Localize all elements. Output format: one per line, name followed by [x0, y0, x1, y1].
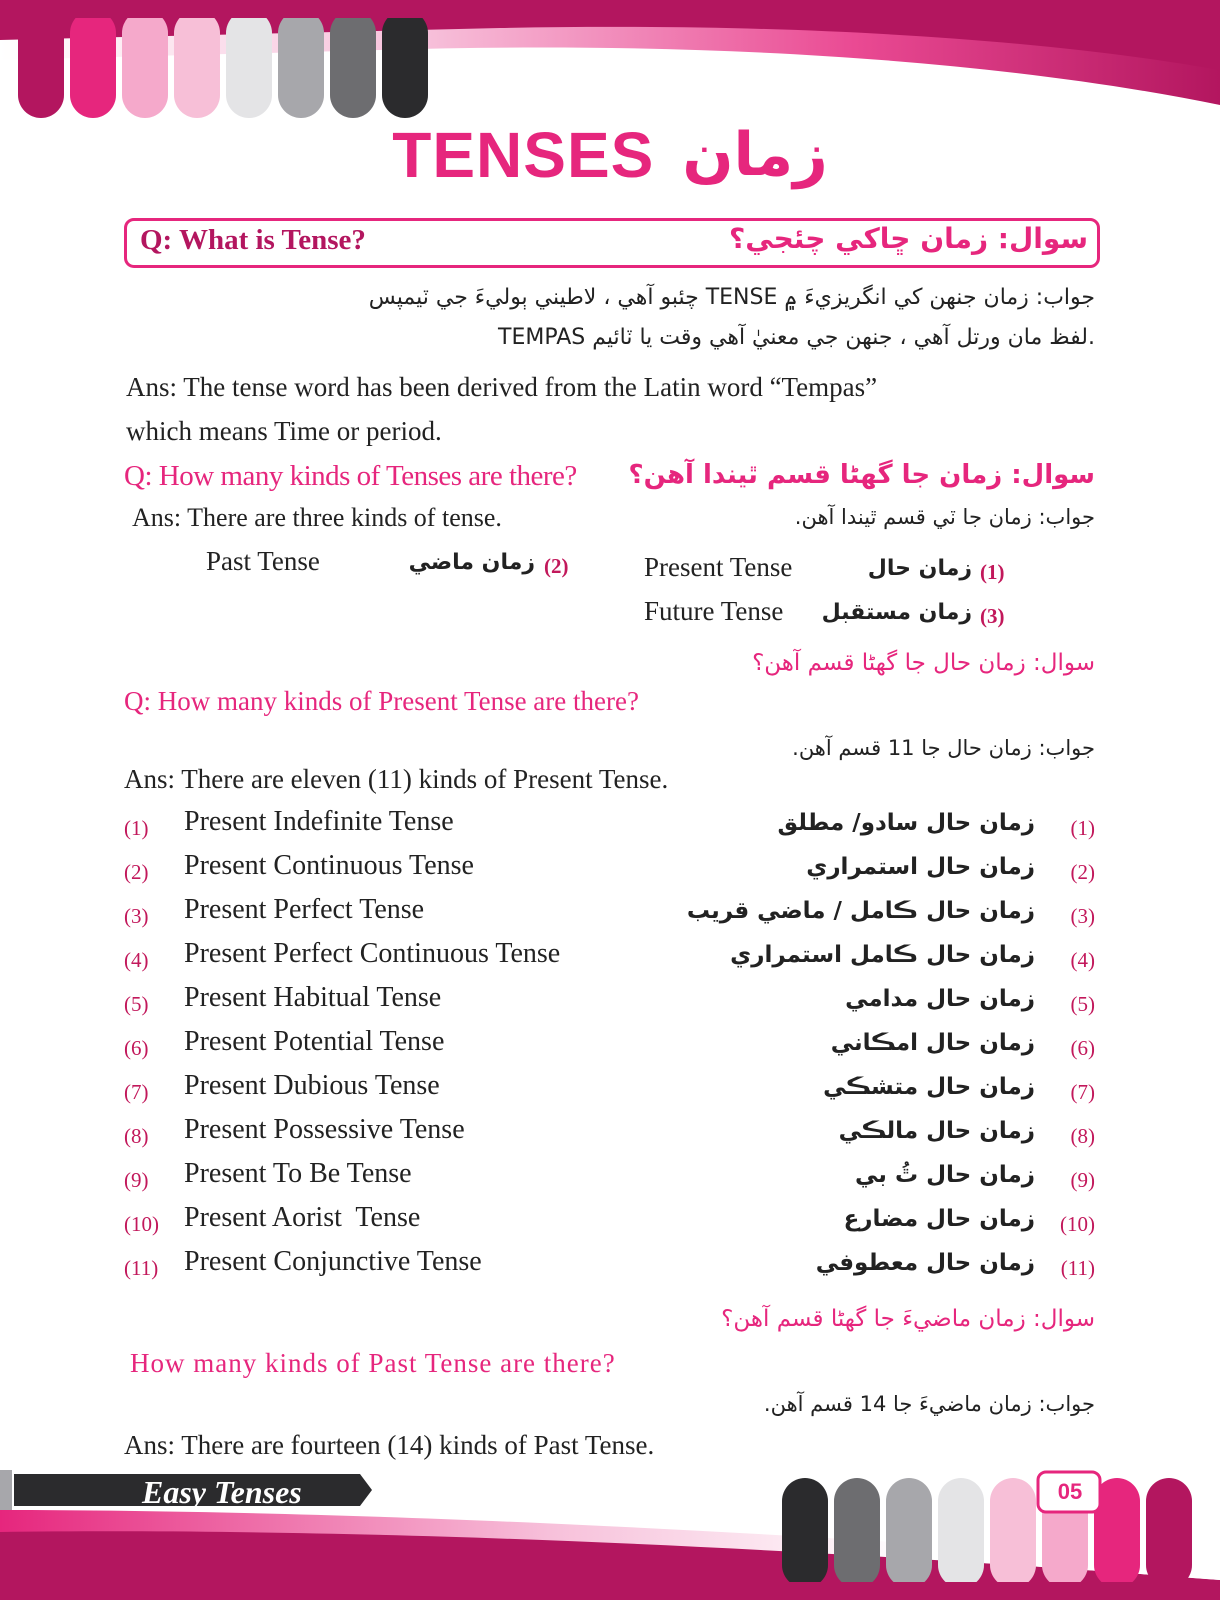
- list-label-sindhi: زمان حال استمراري: [806, 854, 1035, 880]
- list-label-english: Present Perfect Continuous Tense: [184, 938, 561, 969]
- list-label-english: Present Conjunctive Tense: [184, 1246, 482, 1277]
- list-label-sindhi: زمان حال ڪامل / ماضي قريب: [686, 898, 1035, 924]
- answer-sindhi-line-1: جواب: زمان جنهن کي انگريزيءَ ۾ TENSE چئبو آهي ، لاطيني ٻوليءَ جي ٽيمپس: [368, 285, 1095, 310]
- list-item: [0, 1114, 1220, 1158]
- list-label-english: Present To Be Tense: [184, 1158, 412, 1189]
- header-decoration: [0, 0, 1220, 130]
- list-label-sindhi: زمان حال امڪاني: [830, 1030, 1035, 1056]
- question-present-kinds: Q: How many kinds of Present Tense are there?: [124, 686, 639, 716]
- kind-number-2: (2): [544, 554, 569, 578]
- list-label-english: Present Possessive Tense: [184, 1114, 465, 1145]
- list-number-english: (1): [124, 816, 149, 840]
- answer-english-line-1: Ans: The tense word has been derived from the Latin word “Tempas”: [126, 372, 878, 402]
- list-item: [0, 1246, 1220, 1290]
- list-label-english: Present Aorist Tense: [184, 1202, 421, 1233]
- list-item: [0, 1158, 1220, 1202]
- list-number-english: (8): [124, 1124, 149, 1148]
- book-title: Easy Tenses: [142, 1474, 302, 1510]
- list-label-sindhi: زمان حال مالڪي: [838, 1118, 1035, 1144]
- question-past-kinds-sindhi: سوال: زمان ماضيءَ جا گهڻا قسم آهن؟: [721, 1306, 1095, 1332]
- list-number-sindhi: (3): [1070, 904, 1095, 928]
- kind-number-1: (1): [980, 560, 1005, 584]
- list-number-english: (2): [124, 860, 149, 884]
- list-label-sindhi: زمان حال مضارع: [843, 1206, 1035, 1232]
- list-number-sindhi: (2): [1070, 860, 1095, 884]
- list-label-english: Present Continuous Tense: [184, 850, 474, 881]
- answer-past-kinds: Ans: There are fourteen (14) kinds of Past Tense.: [124, 1430, 655, 1460]
- answer-past-kinds-sindhi: جواب: زمان ماضيءَ جا 14 قسم آهن.: [763, 1392, 1095, 1416]
- question-what-is-tense: Q: What is Tense?: [140, 224, 366, 256]
- answer-english-line-2: which means Time or period.: [126, 416, 442, 446]
- list-label-english: Present Habitual Tense: [184, 982, 442, 1013]
- list-label-sindhi: زمان حال ڪامل استمراري: [730, 942, 1035, 968]
- title-sindhi: زمان: [682, 120, 828, 190]
- list-item: [0, 1202, 1220, 1246]
- question-what-is-tense-sindhi: سوال: زمان ڇاکي چئجي؟: [729, 222, 1088, 255]
- list-number-sindhi: (6): [1070, 1036, 1095, 1060]
- kind-sindhi-present: زمان حال: [867, 556, 972, 581]
- list-item: [0, 938, 1220, 982]
- list-label-sindhi: زمان حال متشڪي: [823, 1074, 1035, 1100]
- list-label-english: Present Dubious Tense: [184, 1070, 440, 1101]
- answer-three-kinds-sindhi: جواب: زمان جا ٽي قسم ٿيندا آهن.: [794, 505, 1095, 529]
- list-number-sindhi: (7): [1070, 1080, 1095, 1104]
- list-label-english: Present Perfect Tense: [184, 894, 425, 925]
- list-item: [0, 850, 1220, 894]
- list-item: [0, 894, 1220, 938]
- kind-english-present: Present Tense: [644, 552, 793, 582]
- list-number-sindhi: (1): [1070, 816, 1095, 840]
- list-number-sindhi: (4): [1070, 948, 1095, 972]
- list-number-english: (4): [124, 948, 149, 972]
- list-number-english: (3): [124, 904, 149, 928]
- list-number-english: (7): [124, 1080, 149, 1104]
- list-label-english: Present Potential Tense: [184, 1026, 445, 1057]
- list-number-sindhi: (9): [1070, 1168, 1095, 1192]
- question-present-kinds-sindhi: سوال: زمان حال جا گهڻا قسم آهن؟: [752, 650, 1095, 676]
- list-label-sindhi: زمان حال مدامي: [845, 986, 1035, 1012]
- page-number: 05: [1057, 1479, 1083, 1504]
- list-item: [0, 982, 1220, 1026]
- question-past-kinds: How many kinds of Past Tense are there?: [130, 1348, 616, 1378]
- title-english: TENSES: [392, 119, 655, 191]
- kind-sindhi-future: زمان مستقبل: [821, 600, 972, 625]
- list-number-sindhi: (10): [1060, 1212, 1095, 1236]
- present-tense-list: [0, 806, 1220, 1296]
- list-number-english: (9): [124, 1168, 149, 1192]
- list-label-sindhi: زمان حال سادو/ مطلق: [777, 810, 1035, 836]
- list-number-english: (11): [124, 1256, 159, 1280]
- list-number-sindhi: (11): [1060, 1256, 1095, 1280]
- list-number-english: (6): [124, 1036, 149, 1060]
- list-label-sindhi: زمان حال معطوفي: [815, 1250, 1035, 1276]
- kind-number-3: (3): [980, 604, 1005, 628]
- list-label-english: Present Indefinite Tense: [184, 806, 454, 837]
- page-title: [0, 118, 1220, 208]
- question-kinds-of-tenses: Q: How many kinds of Tenses are there?: [124, 460, 577, 492]
- answer-three-kinds: Ans: There are three kinds of tense.: [132, 503, 502, 532]
- list-label-sindhi: زمان حال ٿُ بي: [855, 1162, 1035, 1188]
- list-number-english: (5): [124, 992, 149, 1016]
- list-number-sindhi: (5): [1070, 992, 1095, 1016]
- list-item: [0, 1070, 1220, 1114]
- answer-sindhi-line-2: TEMPAS لفظ مان ورتل آهي ، جنهن جي معنيٰ آهي وقت يا ٽائيم.: [498, 325, 1095, 350]
- list-number-english: (10): [124, 1212, 159, 1236]
- list-number-sindhi: (8): [1070, 1124, 1095, 1148]
- kind-english-future: Future Tense: [644, 596, 784, 626]
- answer-present-kinds: Ans: There are eleven (11) kinds of Present Tense.: [124, 764, 669, 794]
- list-item: [0, 806, 1220, 850]
- kind-english-past: Past Tense: [206, 546, 320, 576]
- answer-present-kinds-sindhi: جواب: زمان حال جا 11 قسم آهن.: [792, 736, 1095, 760]
- question-kinds-of-tenses-sindhi: سوال: زمان جا گهڻا قسم ٿيندا آهن؟: [628, 460, 1095, 490]
- kind-sindhi-past: زمان ماضي: [408, 550, 535, 575]
- list-item: [0, 1026, 1220, 1070]
